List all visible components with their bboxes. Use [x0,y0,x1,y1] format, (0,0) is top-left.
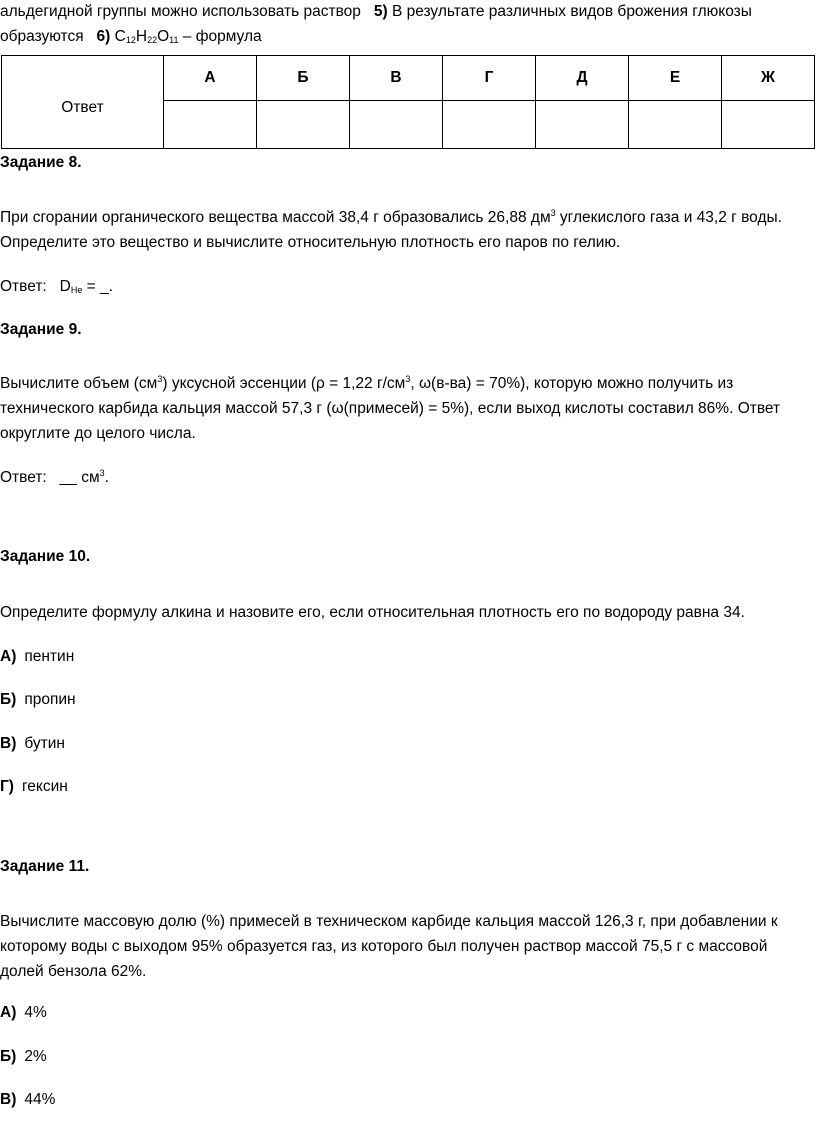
task9-title: Задание 9. [0,321,82,338]
task11-title: Задание 11. [0,858,90,875]
col-header: Б [257,56,350,101]
task10-option: Г) гексин [0,778,68,795]
task8-answer: Ответ: $D_{He}$ = _. [0,278,113,295]
top-line-2-text: образуются [0,28,84,45]
task10-option: Б) пропин [0,691,76,708]
formula: $C_{12}H_{22}O_{11}$ [114,28,179,45]
answer-table [1,55,815,149]
task10-text: Определите формулу алкина и назовите его, если относительная плотность его по водороду равна 34. [0,604,745,621]
task8-text-line-1: При сгорании органического вещества массой 38,4 г образовались 26,88 $дм^3$ углекислого газа и 43,2 г воды. [0,208,782,226]
top-line-1-rest: В результате различных видов брожения глюкозы [391,3,752,20]
task9-text-line-3: округлите до целого числа. [0,425,196,442]
task11-text-line-2: которому воды с выходом 95% образуется газ, из которого был получен раствор массой 75,5 г с массовой [0,938,768,955]
task9-answer: Ответ: __ $см^3$. [0,468,109,486]
answer-cell[interactable] [350,101,443,149]
answer-label-cell [2,56,164,149]
answer-cell[interactable] [722,101,815,149]
top-line-2 [0,27,262,46]
col-header: Е [629,56,722,101]
task11-option: В) 44% [0,1091,56,1108]
answer-cell[interactable] [164,101,257,149]
answer-cell[interactable] [629,101,722,149]
answer-cell[interactable] [536,101,629,149]
top-line-1 [0,2,752,21]
col-header: В [350,56,443,101]
top-line-2-rest: – формула [182,28,262,45]
task8-text-line-2: Определите это вещество и вычислите относительную плотность его паров по гелию. [0,234,621,251]
task10-option: В) бутин [0,735,65,752]
task10-option: А) пентин [0,648,75,665]
task11-text-line-1: Вычислите массовую долю (%) примесей в техническом карбиде кальция массой 126,3 г, при добавлении к [0,913,778,930]
task9-text-line-2: технического карбида кальция массой 57,3 г (ω(примесей) = 5%), если выход кислоты составил 86%. Ответ [0,400,781,417]
answer-cell[interactable] [443,101,536,149]
item-number-6: 6) [96,28,111,45]
item-number-5: 5) [373,3,388,20]
task11-option: А) 4% [0,1004,47,1021]
task11-option: Б) 2% [0,1048,47,1065]
top-line-1-text: альдегидной группы можно использовать раствор [0,3,361,20]
answer-cell[interactable] [257,101,350,149]
task8-title: Задание 8. [0,154,82,171]
task10-title: Задание 10. [0,548,91,565]
answer-label: Ответ [61,99,104,117]
task9-text-line-1: Вычислите объем $(см^3)$ уксусной эссенции (ρ = 1,22 $г/см^3$, ω(в-ва) = 70%), которую можно получить из [0,374,734,392]
col-header: А [164,56,257,101]
col-header: Д [536,56,629,101]
task11-text-line-3: долей бензола 62%. [0,963,147,980]
col-header: Ж [722,56,815,101]
col-header: Г [443,56,536,101]
